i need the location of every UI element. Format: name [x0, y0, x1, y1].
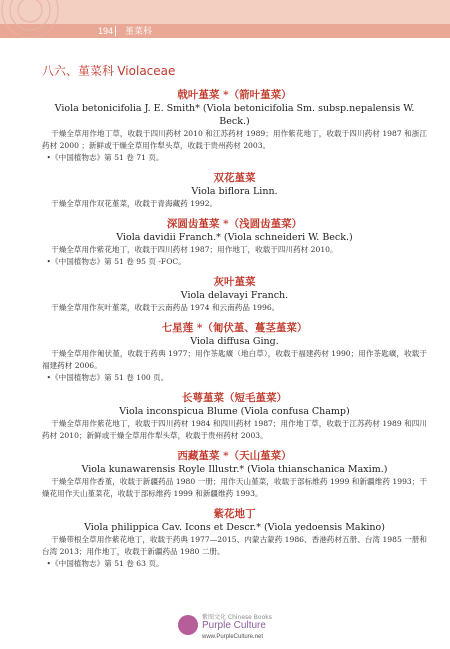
page-number: 194: [98, 26, 114, 36]
species-entry: [42, 217, 427, 268]
species-cn-title: 长萼堇菜（短毛堇菜）: [182, 392, 287, 404]
species-entry: [42, 171, 427, 210]
section-title-en: Violaceae: [117, 64, 176, 78]
logo-cn-text: 紫图文化 Chinese Books: [202, 614, 272, 621]
species-cn-title: 紫花地丁: [213, 508, 256, 520]
species-latin-name: Viola biflora Linn.: [191, 186, 278, 197]
species-entry: [42, 275, 427, 314]
species-reference: •《中国植物志》第 51 卷 100 页。: [46, 373, 169, 382]
species-entry: [42, 391, 427, 442]
page-header: [0, 0, 450, 38]
species-entry: [42, 88, 427, 164]
species-description: 干燥全草用作紫花地丁，收载于四川药材 1987；用作地丁，收载于四川药材 2010。: [51, 245, 338, 254]
logo-en-text: Purple Culture: [202, 620, 266, 631]
section-title: [42, 62, 175, 79]
species-latin-name: Viola diffusa Ging.: [190, 336, 279, 347]
species-description: 干燥带根全草用作紫花地丁，收载于药典 1977—2015、内蒙古蒙药 1986、香港药材五册、台湾 1985 一册和台湾 2013；用作地丁，收载于新疆药品 1980 二册。: [42, 535, 427, 556]
species-reference: •《中国植物志》第 51 卷 95 页 -FOC。: [46, 257, 186, 266]
species-description: 干燥全草用作地丁草，收载于四川药材 2010 和江苏药材 1989；用作紫花地丁，收载于四川药材 1987 和浙江药材 2000 ；新鲜或干燥全草用作犁头草，收载于贵州药材 2003。: [42, 129, 427, 150]
species-cn-title: 双花堇菜: [213, 172, 256, 184]
watermark-logo: [178, 612, 273, 646]
species-latin-name: Viola delavayi Franch.: [180, 290, 289, 301]
section-title-cn: 八六、堇菜科: [42, 64, 115, 78]
species-cn-title: 灰叶堇菜: [213, 276, 256, 288]
species-reference: •《中国植物志》第 51 卷 63 页。: [46, 559, 164, 568]
species-latin-name: Viola betonicifolia J. E. Smith* (Viola betonicifolia Sm. subsp.nepalensis W. Beck.): [54, 103, 415, 127]
species-latin-name: Viola philippica Cav. Icons et Descr.* (Viola yedoensis Makino): [84, 522, 385, 533]
species-latin-name: Viola davidii Franch.* (Viola schneideri W. Beck.): [116, 232, 353, 243]
species-description: 干燥全草用作紫花地丁，收载于四川药材 1984 和四川药材 1987；用作地丁草，收载于江苏药材 1989 和四川药材 2010；新鲜或干燥全草用作犁头草，收载于贵州药材 2003。: [42, 419, 427, 440]
species-cn-title: 七星莲 *（匍伏堇、蔓茎堇菜）: [161, 322, 308, 334]
species-cn-title: 西藏堇菜 *（天山堇菜）: [177, 450, 292, 462]
species-list: [42, 88, 427, 577]
species-description: 干燥全草用作灰叶堇菜，收载于云南药品 1974 和云南药品 1996。: [51, 303, 280, 312]
species-entry: [42, 507, 427, 570]
species-description: 干燥全草用作匍伏堇，收载于药典 1977；用作茶匙癀（地白草），收载于福建药材 1990；用作茶匙癀，收载于福建药材 2006。: [42, 349, 427, 370]
species-cn-title: 戟叶堇菜 *（箭叶堇菜）: [177, 89, 292, 101]
logo-url: www.PurpleCulture.net: [202, 634, 264, 640]
header-divider: [115, 26, 116, 36]
species-reference: •《中国植物志》第 51 卷 71 页。: [46, 153, 164, 162]
species-latin-name: Viola kunawarensis Royle Illustr.* (Viola thianschanica Maxim.): [81, 464, 388, 475]
family-heading: 堇菜科: [125, 26, 153, 36]
species-description: 干燥全草用作香堇，收载于新疆药品 1980 一册；用作天山堇菜，收载于部标维药 1999 和新疆维药 1993；干燥花用作天山堇菜花，收载于部标维药 1999 和新疆维药 1993。: [42, 477, 427, 498]
species-cn-title: 深圆齿堇菜 *（浅圆齿堇菜）: [166, 218, 303, 230]
species-description: 干燥全草用作双花堇菜，收载于青海藏药 1992。: [51, 199, 218, 208]
logo-icon: [178, 615, 198, 635]
species-latin-name: Viola inconspicua Blume (Viola confusa Champ): [119, 406, 350, 417]
species-entry: [42, 321, 427, 384]
ornament-icon: [0, 0, 80, 38]
species-entry: [42, 449, 427, 500]
